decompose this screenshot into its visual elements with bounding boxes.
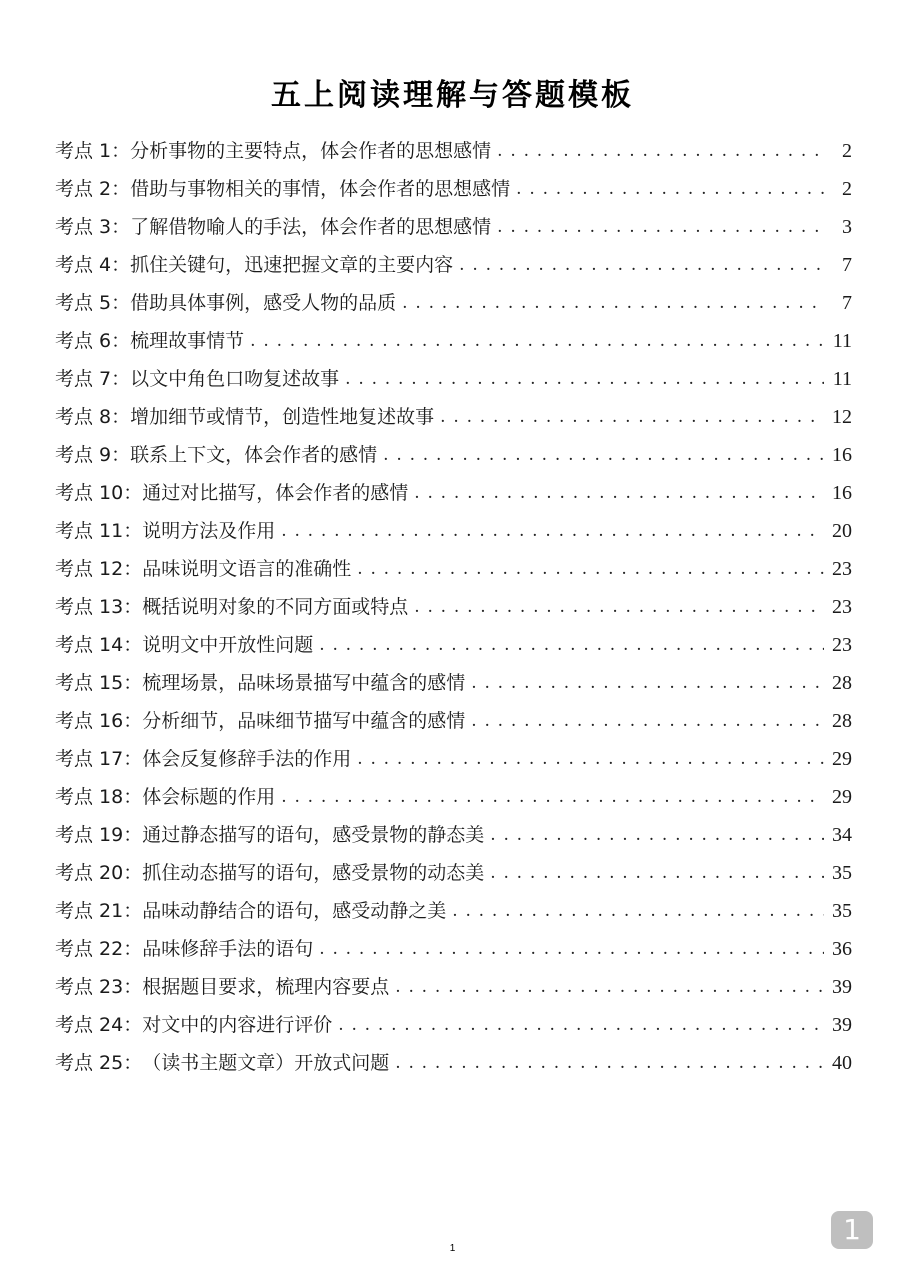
toc-dot-leader bbox=[497, 132, 824, 170]
toc-entry-label: 考点 4： bbox=[55, 254, 131, 276]
toc-entry-title: 抓住动态描写的语句，感受景物的动态美 bbox=[142, 862, 485, 884]
toc-dot-leader bbox=[319, 626, 824, 664]
document-title: 五上阅读理解与答题模板 bbox=[271, 78, 634, 113]
toc-entry-page-number: 23 bbox=[832, 634, 852, 656]
toc-entry-title: 说明方法及作用 bbox=[142, 520, 276, 542]
toc-entry-label: 考点 7： bbox=[55, 368, 131, 390]
toc-entry-label: 考点 5： bbox=[55, 292, 131, 314]
toc-entry[interactable] bbox=[55, 398, 852, 436]
toc-dot-leader bbox=[440, 398, 824, 436]
toc-entry-page-number: 29 bbox=[832, 786, 852, 808]
toc-entry-page-number: 11 bbox=[832, 330, 852, 352]
toc-entry[interactable] bbox=[55, 322, 852, 360]
toc-entry-title: 品味修辞手法的语句 bbox=[142, 938, 314, 960]
toc-entry[interactable] bbox=[55, 284, 852, 322]
toc-dot-leader bbox=[490, 854, 824, 892]
page-number-badge: 1 bbox=[831, 1211, 873, 1249]
toc-entry[interactable] bbox=[55, 930, 852, 968]
toc-entry[interactable] bbox=[55, 132, 852, 170]
toc-entry[interactable] bbox=[55, 512, 852, 550]
toc-dot-leader bbox=[414, 588, 824, 626]
toc-entry-label: 考点 23： bbox=[55, 976, 143, 998]
toc-entry-label: 考点 18： bbox=[55, 786, 143, 808]
toc-entry[interactable] bbox=[55, 1044, 852, 1082]
toc-entry-label: 考点 16： bbox=[55, 710, 143, 732]
toc-dot-leader bbox=[471, 702, 824, 740]
toc-entry-label: 考点 11： bbox=[55, 520, 143, 542]
toc-entry-page-number: 29 bbox=[832, 748, 852, 770]
toc-entry-page-number: 2 bbox=[842, 140, 852, 162]
toc-entry-page-number: 39 bbox=[832, 1014, 852, 1036]
toc-entry-label: 考点 13： bbox=[55, 596, 143, 618]
toc-entry[interactable] bbox=[55, 892, 852, 930]
toc-entry-label: 考点 17： bbox=[55, 748, 143, 770]
toc-entry-label: 考点 6： bbox=[55, 330, 131, 352]
toc-entry[interactable] bbox=[55, 550, 852, 588]
toc-entry-title: 通过对比描写，体会作者的感情 bbox=[142, 482, 409, 504]
toc-entry[interactable] bbox=[55, 778, 852, 816]
toc-entry-page-number: 23 bbox=[832, 558, 852, 580]
toc-dot-leader bbox=[250, 322, 824, 360]
toc-dot-leader bbox=[516, 170, 824, 208]
toc-entry-title: 体会反复修辞手法的作用 bbox=[142, 748, 352, 770]
toc-entry[interactable] bbox=[55, 854, 852, 892]
toc-entry[interactable] bbox=[55, 702, 852, 740]
toc-entry-label: 考点 10： bbox=[55, 482, 143, 504]
toc-entry[interactable] bbox=[55, 474, 852, 512]
toc-entry[interactable] bbox=[55, 170, 852, 208]
toc-entry-page-number: 7 bbox=[842, 292, 852, 314]
toc-entry-label: 考点 25： bbox=[55, 1052, 143, 1074]
toc-entry-page-number: 12 bbox=[832, 406, 852, 428]
toc-entry-page-number: 28 bbox=[832, 672, 852, 694]
toc-dot-leader bbox=[357, 550, 824, 588]
toc-entry-page-number: 11 bbox=[832, 368, 852, 390]
toc-entry-label: 考点 8： bbox=[55, 406, 131, 428]
toc-entry[interactable] bbox=[55, 664, 852, 702]
toc-entry-title: 品味说明文语言的准确性 bbox=[142, 558, 352, 580]
toc-entry-title: 以文中角色口吻复述故事 bbox=[130, 368, 340, 390]
toc-entry-title: 体会标题的作用 bbox=[142, 786, 276, 808]
toc-dot-leader bbox=[459, 246, 824, 284]
toc-dot-leader bbox=[281, 778, 824, 816]
toc-dot-leader bbox=[319, 930, 824, 968]
toc-dot-leader bbox=[383, 436, 824, 474]
toc-entry-title: 了解借物喻人的手法，体会作者的思想感情 bbox=[130, 216, 492, 238]
toc-entry-label: 考点 9： bbox=[55, 444, 131, 466]
toc-entry-page-number: 2 bbox=[842, 178, 852, 200]
toc-entry-title: 梳理故事情节 bbox=[130, 330, 245, 352]
toc-dot-leader bbox=[338, 1006, 824, 1044]
toc-entry-label: 考点 19： bbox=[55, 824, 143, 846]
toc-entry-page-number: 39 bbox=[832, 976, 852, 998]
toc-entry-page-number: 7 bbox=[842, 254, 852, 276]
toc-entry-title: 通过静态描写的语句，感受景物的静态美 bbox=[142, 824, 485, 846]
toc-entry-page-number: 36 bbox=[832, 938, 852, 960]
table-of-contents bbox=[55, 132, 852, 1082]
toc-dot-leader bbox=[395, 968, 824, 1006]
toc-entry-title: 梳理场景，品味场景描写中蕴含的感情 bbox=[142, 672, 466, 694]
toc-dot-leader bbox=[281, 512, 824, 550]
toc-entry[interactable] bbox=[55, 246, 852, 284]
toc-entry-title: （读书主题文章）开放式问题 bbox=[142, 1052, 390, 1074]
toc-entry-title: 根据题目要求，梳理内容要点 bbox=[142, 976, 390, 998]
toc-entry-page-number: 28 bbox=[832, 710, 852, 732]
toc-entry-page-number: 16 bbox=[832, 444, 852, 466]
toc-entry-title: 抓住关键句，迅速把握文章的主要内容 bbox=[130, 254, 454, 276]
toc-entry[interactable] bbox=[55, 968, 852, 1006]
toc-entry-label: 考点 20： bbox=[55, 862, 143, 884]
toc-entry-title: 对文中的内容进行评价 bbox=[142, 1014, 333, 1036]
toc-entry-label: 考点 1： bbox=[55, 140, 131, 162]
toc-entry-label: 考点 12： bbox=[55, 558, 143, 580]
toc-entry-page-number: 23 bbox=[832, 596, 852, 618]
toc-dot-leader bbox=[402, 284, 824, 322]
toc-entry-title: 分析事物的主要特点，体会作者的思想感情 bbox=[130, 140, 492, 162]
toc-entry[interactable] bbox=[55, 626, 852, 664]
toc-entry[interactable] bbox=[55, 816, 852, 854]
toc-entry[interactable] bbox=[55, 208, 852, 246]
toc-dot-leader bbox=[497, 208, 824, 246]
toc-entry-title: 说明文中开放性问题 bbox=[142, 634, 314, 656]
toc-dot-leader bbox=[357, 740, 824, 778]
toc-entry-page-number: 34 bbox=[832, 824, 852, 846]
toc-entry-page-number: 3 bbox=[842, 216, 852, 238]
toc-entry[interactable] bbox=[55, 1006, 852, 1044]
toc-entry-label: 考点 3： bbox=[55, 216, 131, 238]
toc-dot-leader bbox=[471, 664, 824, 702]
toc-entry-label: 考点 24： bbox=[55, 1014, 143, 1036]
toc-entry-page-number: 35 bbox=[832, 900, 852, 922]
toc-dot-leader bbox=[490, 816, 824, 854]
footer-page-number: 1 bbox=[449, 1243, 456, 1254]
toc-entry-label: 考点 21： bbox=[55, 900, 143, 922]
toc-dot-leader bbox=[395, 1044, 824, 1082]
toc-entry[interactable] bbox=[55, 740, 852, 778]
toc-entry-label: 考点 2： bbox=[55, 178, 131, 200]
toc-entry-title: 增加细节或情节，创造性地复述故事 bbox=[130, 406, 435, 428]
toc-entry-label: 考点 22： bbox=[55, 938, 143, 960]
toc-entry-title: 分析细节，品味细节描写中蕴含的感情 bbox=[142, 710, 466, 732]
toc-entry[interactable] bbox=[55, 360, 852, 398]
toc-entry-title: 联系上下文，体会作者的感情 bbox=[130, 444, 378, 466]
toc-entry[interactable] bbox=[55, 588, 852, 626]
toc-entry-title: 借助与事物相关的事情，体会作者的思想感情 bbox=[130, 178, 511, 200]
toc-dot-leader bbox=[414, 474, 824, 512]
toc-entry-page-number: 35 bbox=[832, 862, 852, 884]
toc-entry-label: 考点 15： bbox=[55, 672, 143, 694]
toc-entry-title: 概括说明对象的不同方面或特点 bbox=[142, 596, 409, 618]
toc-entry[interactable] bbox=[55, 436, 852, 474]
toc-entry-page-number: 40 bbox=[832, 1052, 852, 1074]
toc-entry-page-number: 16 bbox=[832, 482, 852, 504]
toc-dot-leader bbox=[452, 892, 824, 930]
toc-entry-page-number: 20 bbox=[832, 520, 852, 542]
toc-entry-title: 借助具体事例，感受人物的品质 bbox=[130, 292, 397, 314]
toc-dot-leader bbox=[345, 360, 824, 398]
toc-entry-title: 品味动静结合的语句，感受动静之美 bbox=[142, 900, 447, 922]
toc-entry-label: 考点 14： bbox=[55, 634, 143, 656]
